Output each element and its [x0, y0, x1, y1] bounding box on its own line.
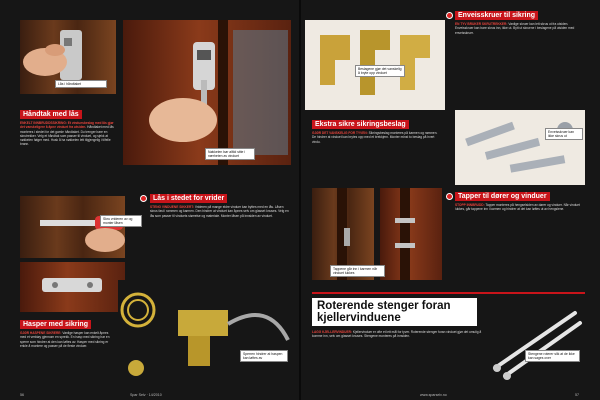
caption-bars: Stengene roterer slik at de ikke kan sages over	[525, 350, 580, 362]
photo-screwdriver	[20, 196, 125, 258]
heading-las: Lås i stedet for vrider	[150, 194, 227, 203]
folio-right-web: www.sparselv.no	[420, 393, 447, 397]
text-enveis	[455, 22, 585, 107]
body-handtak: Håndtaket med lås monteres i stedet for det gamle håndtaket. Du trenger bare en skrutrekker. Velg et håndtak som passer til vinduet, og sjekk at nøkkelen følger med. Husk å ha nøkkelen lett tilgjengelig i tilfelle brann.	[20, 125, 114, 147]
caption-pins: Tappene går inn i karmen når vinduet lukkes	[330, 265, 385, 277]
caption-screws: Enveisskruer kan ikke skrus ut	[545, 128, 583, 140]
bullet-tapper	[446, 193, 453, 200]
text-las	[150, 205, 290, 267]
caption-brackets: Beslagene gjør det vanskelig å bryte opp vinduet	[355, 65, 405, 77]
bars-illustration	[485, 298, 585, 388]
folio-right-page: 57	[575, 393, 579, 397]
heading-enveis: Enveisskruer til sikring	[455, 11, 538, 20]
body-hasper: Vanlige hasper kan enkelt åpnes med et verktøy gjennom en sprekk. En hasp med sikring har en sperre som hindrer at den kan løftes av. Hasper med sikring er enkle å montere og passer på de fleste vinduer.	[20, 331, 110, 348]
body-tapper: Tapper monteres på hengselsiden av dører og vinduer. Når vinduet lukkes, går tappene inn i karmen og hindrer at det kan løftes ut av hengslene.	[455, 203, 580, 212]
body-sikringsbeslag: Sikringsbeslag monteres på karmen og rammen. De hindrer at vinduet kan brytes opp med et brekkjern. Monter minst to beslag på hvert vindu.	[312, 131, 438, 144]
bullet-las	[140, 195, 147, 202]
pins-illustration	[380, 188, 442, 280]
window-lock-illustration	[20, 262, 125, 312]
lead-handtak: ENKELT INNBRUDDSSIKRING: Et vinduesbeslag med lås gjør det vanskeligere å åpne vinduet fra utsiden.	[20, 121, 114, 130]
photo-bars	[485, 298, 585, 388]
heading-tapper: Tapper til dører og vinduer	[455, 192, 550, 201]
photo-hasp	[118, 280, 298, 390]
screws-illustration	[455, 110, 585, 185]
photo-handle	[123, 20, 291, 165]
body-las: Vrideren på mange eldre vinduer kan byttes med en lås. Låsen skrus fast i rammen og karmen. Den hindrer at vinduet kan åpnes selv om glasset knuses. Velg en lås som passer til vinduets størrelse og materiale. Monter låsen på innsiden av vinduet.	[150, 205, 289, 218]
text-stenger	[312, 330, 482, 388]
heading-stenger-line2: kjellervinduene	[317, 312, 401, 324]
caption-window-lock: Skru vrideren av og monter låsen	[100, 215, 142, 227]
hasp-illustration	[118, 280, 298, 390]
heading-stenger-line1: Roterende stenger foran	[317, 300, 451, 312]
screwdriver-illustration	[20, 196, 125, 258]
bullet-enveis	[446, 12, 453, 19]
window-handle-illustration	[123, 20, 291, 165]
folio-left-page: 56	[20, 393, 24, 397]
caption-key-lock: Lås i håndtaket	[55, 80, 107, 88]
photo-window-lock	[20, 262, 125, 312]
text-sikringsbeslag	[312, 131, 442, 179]
heading-sikringsbeslag: Ekstra sikre sikringsbeslag	[312, 120, 409, 129]
heading-handtak: Håndtak med lås	[20, 110, 82, 119]
heading-hasper: Hasper med sikring	[20, 320, 91, 329]
divider-stenger	[312, 292, 585, 294]
lead-las: STENG VINDUENE SIKKERT:	[150, 205, 194, 209]
lead-sikringsbeslag: GJØR DET VANSKELIG FOR TYVEN:	[312, 131, 368, 135]
caption-hasp: Sperren hindrer at haspen kan løftes av	[240, 350, 288, 362]
lead-enveis: EN TYV BRUKER SKRUTREKKER:	[455, 22, 508, 26]
lead-stenger: LAGG KJELLERVINDUER:	[312, 330, 352, 334]
lead-tapper: STOPP INNBRUDD:	[455, 203, 485, 207]
folio-left-magazine: Spar Selv · 14/2010	[130, 393, 162, 397]
body-enveis: Vanlige skruer kan lett skrus ut fra utsiden. Enveisskruer kan bare skrus inn, ikke ut. Bytt ut skruene i beslagene på utsiden med enveisskruer.	[455, 22, 575, 35]
lead-hasper: GJØR HASPENE SIKRERE:	[20, 331, 62, 335]
text-hasper	[20, 331, 115, 389]
text-tapper	[455, 203, 585, 273]
photo-screws	[455, 110, 585, 185]
heading-stenger	[312, 298, 477, 326]
gutter	[299, 0, 301, 400]
photo-pins	[380, 188, 442, 280]
caption-key-near-window: Nøkkelen bør alltid sitte i nærheten av vinduet	[205, 148, 255, 160]
text-handtak	[20, 121, 118, 201]
body-stenger: Kjellervinduer er ofte et lett mål for tyver. Roterende stenger foran vinduet gjør det umulig å komme inn, selv om glasset knuses. Stengene monteres på innsiden.	[312, 330, 482, 339]
